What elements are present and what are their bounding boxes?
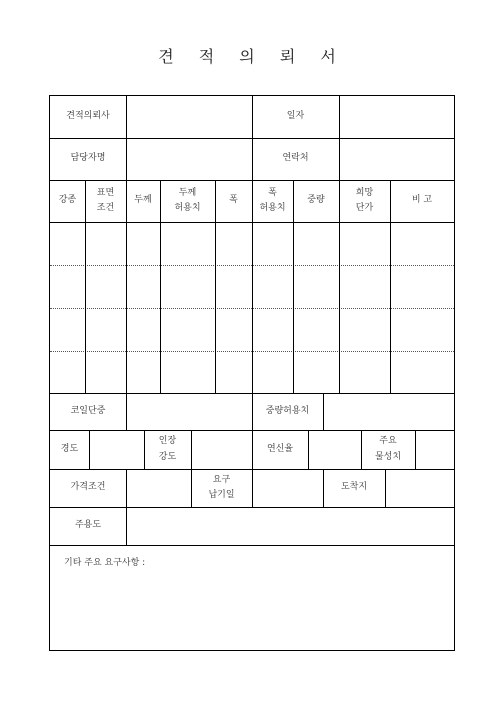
- label-destination: 도착지: [340, 482, 368, 493]
- col-header-desired-price: [339, 180, 390, 222]
- col-divider: [323, 393, 324, 430]
- col-header-line: 희망: [355, 187, 374, 198]
- label-coil-unit-weight: 코일단중: [70, 405, 106, 416]
- label-elongation: 연신율: [266, 443, 294, 454]
- label-manager: 담당자명: [70, 153, 106, 164]
- label-line: 물성치: [374, 451, 402, 462]
- col-header-line: 표면: [96, 187, 115, 198]
- col-header-steel-type: 강종: [58, 195, 77, 206]
- col-header-line: 조건: [96, 203, 115, 213]
- label-contact: 연락처: [282, 153, 309, 164]
- label-other-requirements: 기타 주요 요구사항 :: [64, 558, 146, 568]
- col-header-line: 단가: [355, 203, 374, 213]
- col-divider: [252, 469, 253, 507]
- label-price-terms: 가격조건: [70, 482, 106, 493]
- label-line: 납기일: [208, 490, 235, 500]
- col-divider: [89, 430, 90, 469]
- label-line: 주요: [379, 436, 397, 447]
- col-divider: [385, 469, 386, 507]
- col-divider: [191, 430, 192, 469]
- label-requester: 견적의뢰사: [66, 111, 110, 122]
- col-divider: [126, 393, 127, 430]
- label-date: 일자: [286, 111, 305, 122]
- col-header-line: 허용치: [174, 203, 201, 213]
- quotation-request-form: [49, 95, 455, 651]
- label-line: 강도: [158, 451, 177, 462]
- label-line: 요구: [212, 474, 231, 485]
- label-line: 인장: [158, 436, 177, 447]
- col-header-remarks: 비 고: [411, 195, 433, 206]
- col-header-line: 허용치: [259, 203, 286, 213]
- label-tensile-strength: [144, 430, 191, 469]
- col-header-line: 폭: [268, 187, 277, 198]
- label-main-usage: 주용도: [74, 520, 102, 531]
- col-header-surface-condition: [85, 180, 126, 222]
- col-header-thickness: 두께: [134, 195, 152, 206]
- col-divider: [126, 507, 127, 545]
- label-required-delivery: [191, 469, 252, 507]
- label-key-properties: [361, 430, 415, 469]
- document-title: 견 적 의 뢰 서: [158, 47, 346, 66]
- col-header-width-tolerance: [252, 180, 293, 222]
- col-divider: [126, 469, 127, 507]
- col-header-weight: 중량: [307, 195, 325, 206]
- row-divider: [50, 545, 454, 546]
- col-divider: [308, 430, 309, 469]
- col-divider: [126, 96, 127, 180]
- label-weight-tolerance: 중량허용치: [265, 405, 310, 416]
- col-header-width: 폭: [229, 195, 238, 206]
- col-divider: [415, 430, 416, 469]
- col-header-line: 두께: [178, 187, 197, 198]
- label-hardness: 경도: [60, 443, 79, 454]
- col-divider: [339, 96, 340, 180]
- col-header-thickness-tolerance: [160, 180, 215, 222]
